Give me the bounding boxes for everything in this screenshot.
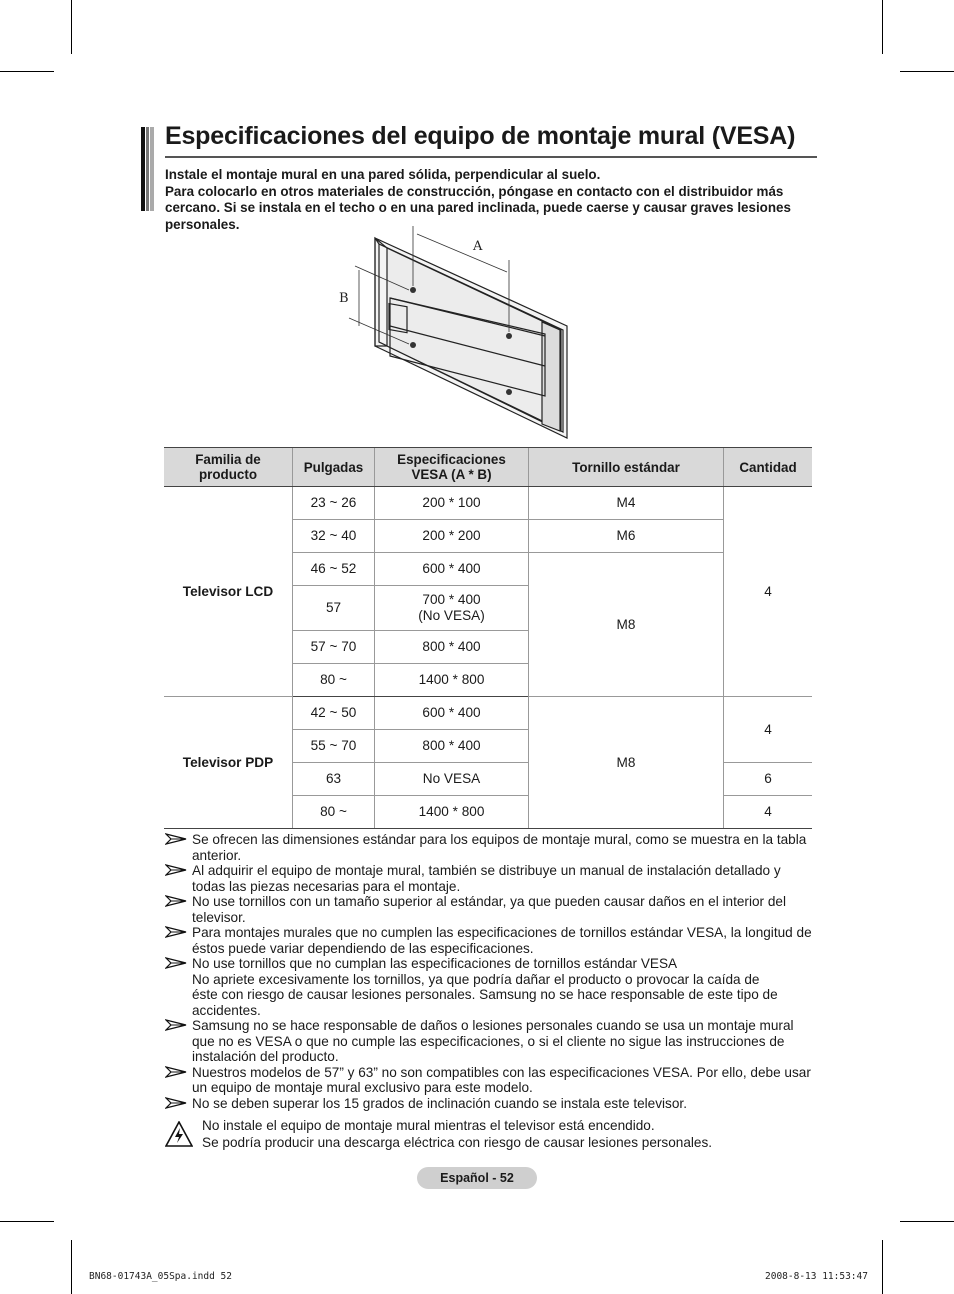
inches-cell: 42 ~ 50 (293, 697, 375, 730)
intro-line: Instale el montaje mural en una pared sólida, perpendicular al suelo. (165, 167, 601, 182)
crop-mark (0, 71, 54, 72)
note-item (165, 1065, 815, 1096)
inches-cell: 80 ~ (293, 664, 375, 697)
footer-file: BN68-01743A_05Spa.indd 52 (89, 1271, 232, 1282)
crop-mark (882, 0, 883, 54)
crop-mark (0, 1221, 54, 1222)
note-text: No use tornillos que no cumplan las especificaciones de tornillos estándar VESA (192, 956, 678, 971)
arrow-bullet-icon (165, 1066, 187, 1078)
vesa-note: (No VESA) (418, 608, 485, 623)
inches-cell: 57 (293, 586, 375, 631)
inches-cell: 57 ~ 70 (293, 631, 375, 664)
vesa-cell: 1400 * 800 (375, 664, 529, 697)
warning-text: No instale el equipo de montaje mural mientras el televisor está encendido. (202, 1118, 655, 1133)
note-item (165, 1018, 815, 1065)
note-text: Nuestros modelos de 57” y 63” no son compatibles con las especificaciones VESA. Por ello, debe usar un equipo de montaje mural exclusivo para este modelo. (192, 1064, 811, 1095)
title-rule (165, 156, 817, 158)
arrow-bullet-icon (165, 957, 187, 969)
col-header: Tornillo estándar (529, 448, 724, 487)
warning-block (165, 1117, 815, 1151)
notes-list (165, 832, 815, 1111)
arrow-bullet-icon (165, 864, 187, 876)
note-item (165, 894, 815, 925)
note-text: éste con riesgo de causar lesiones personales. Samsung no se hace responsable de este tipo de accidentes. (192, 987, 778, 1018)
screw-cell: M4 (529, 487, 724, 520)
crop-mark (71, 1240, 72, 1294)
col-header: Especificaciones VESA (A * B) (375, 448, 529, 487)
vesa-cell: 200 * 100 (375, 487, 529, 520)
col-header: Familia de producto (164, 448, 293, 487)
vesa-cell: 600 * 400 (375, 697, 529, 730)
vesa-cell (375, 586, 529, 631)
quantity-cell: 4 (724, 796, 813, 829)
inches-cell: 23 ~ 26 (293, 487, 375, 520)
dimension-b-label: B (339, 291, 349, 306)
quantity-cell: 4 (724, 487, 813, 697)
screw-cell: M6 (529, 520, 724, 553)
table-header-row (164, 448, 812, 487)
quantity-cell: 6 (724, 763, 813, 796)
note-text: No apriete excesivamente los tornillos, ya que podría dañar el producto o provocar la caída de (192, 971, 760, 987)
inches-cell: 63 (293, 763, 375, 796)
footer-datetime: 2008-8-13 11:53:47 (765, 1271, 868, 1282)
crop-mark (71, 0, 72, 54)
note-text: Al adquirir el equipo de montaje mural, también se distribuye un manual de instalación detallado y todas las piezas necesarias para el montaje. (192, 863, 781, 894)
inches-cell: 46 ~ 52 (293, 553, 375, 586)
vesa-cell: 200 * 200 (375, 520, 529, 553)
intro-line: Para colocarlo en otros materiales de construcción, póngase en contacto con el distribuidor más cercano. Si se instala en el techo o en una pared inclinada, puede caerse y causar graves lesiones personales. (165, 183, 791, 232)
page-number-badge: Español - 52 (417, 1167, 537, 1189)
vesa-cell: 800 * 400 (375, 631, 529, 664)
family-cell: Televisor PDP (164, 697, 293, 829)
arrow-bullet-icon (165, 895, 187, 907)
intro-text (165, 167, 820, 233)
arrow-bullet-icon (165, 1097, 187, 1109)
note-text: Samsung no se hace responsable de daños o lesiones personales cuando se usa un montaje mural que no es VESA o que no cumple las especificaciones, o si el cliente no sigue las instrucciones de instalación del producto. (192, 1018, 794, 1064)
screw-cell: M8 (529, 553, 724, 697)
col-header: Cantidad (724, 448, 813, 487)
dimension-a-label: A (473, 239, 483, 254)
vesa-value: 700 * 400 (422, 592, 481, 607)
page-title: Especificaciones del equipo de montaje mural (VESA) (165, 122, 796, 150)
warning-icon (165, 1121, 193, 1147)
crop-mark (882, 1240, 883, 1294)
note-item (165, 1096, 815, 1112)
table-row (164, 487, 812, 520)
inches-cell: 80 ~ (293, 796, 375, 829)
col-header: Pulgadas (293, 448, 375, 487)
arrow-bullet-icon (165, 1019, 187, 1031)
note-item (165, 832, 815, 863)
crop-mark (900, 1221, 954, 1222)
note-item (165, 863, 815, 894)
inches-cell: 55 ~ 70 (293, 730, 375, 763)
quantity-cell: 4 (724, 697, 813, 763)
vesa-spec-table (164, 447, 812, 829)
note-text: Se ofrecen las dimensiones estándar para los equipos de montaje mural, como se muestra en la tabla anterior. (192, 832, 807, 863)
note-text: Para montajes murales que no cumplen las especificaciones de tornillos estándar VESA, la longitud de éstos puede variar dependiendo de las especificaciones. (192, 925, 812, 956)
vesa-cell: 600 * 400 (375, 553, 529, 586)
screw-cell: M8 (529, 697, 724, 829)
note-item (165, 956, 815, 1018)
family-cell: Televisor LCD (164, 487, 293, 697)
warning-text: Se podría producir una descarga eléctrica con riesgo de causar lesiones personales. (202, 1135, 713, 1150)
arrow-bullet-icon (165, 833, 187, 845)
note-item (165, 925, 815, 956)
vesa-cell: No VESA (375, 763, 529, 796)
vesa-cell: 800 * 400 (375, 730, 529, 763)
table-row (164, 697, 812, 730)
tv-back-diagram (335, 226, 575, 446)
note-text: No se deben superar los 15 grados de inclinación cuando se instala este televisor. (192, 1095, 687, 1111)
note-text: No use tornillos con un tamaño superior al estándar, ya que pueden causar daños en el interior del televisor. (192, 894, 786, 925)
inches-cell: 32 ~ 40 (293, 520, 375, 553)
crop-mark (900, 71, 954, 72)
vesa-cell: 1400 * 800 (375, 796, 529, 829)
arrow-bullet-icon (165, 926, 187, 938)
